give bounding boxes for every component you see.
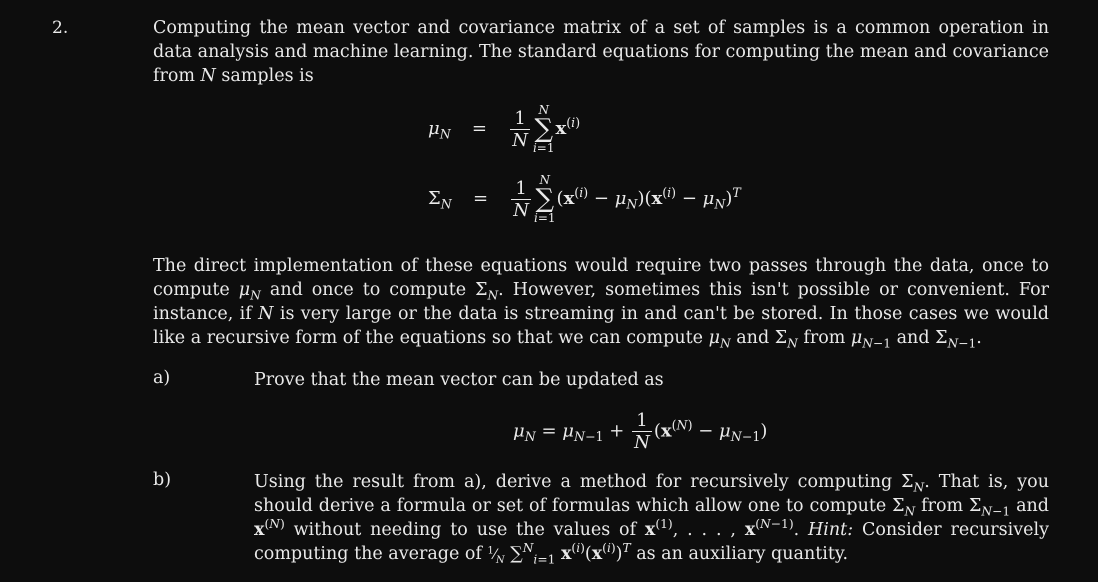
cov-fraction: $\frac{1}{N}$ [513, 177, 529, 221]
mean-summation: N ∑ i=1 [532, 103, 555, 155]
body-paragraph: The direct implementation of these equations would require two passes through the data, once to compute $\mu_N$ and once to compute $\Sigma_N$. However, sometimes this isn't possible or convenient. For instance, if N is very large or the data is streaming in and can't be stored. In those cases we would like a recursive form of the equations so that we can compute $\mu_N$ and $\Sigma_N$ from $\mu_{N-1}$ and $\Sigma_{N-1}$. [153, 256, 1050, 351]
problem-number: 2. [52, 18, 69, 38]
mean-update-equation: $\mu_N = \mu_{N-1}$ + $\frac{1}{N}$ $(x^{(N)} - \mu_{N-1})$ [513, 410, 768, 453]
mean-equation: $\mu_N$ = $\frac{1}{N}$ N ∑ i=1 $x^{(i)}$ [428, 103, 581, 155]
part-b-label: b) [153, 470, 172, 490]
cov-summation: N ∑ i=1 [533, 173, 556, 225]
intro-paragraph: Computing the mean vector and covariance matrix of a set of samples is a common operation in data analysis and machine learning. The standard equations for computing the mean and covariance from N samples is [153, 18, 1049, 86]
part-a-label: a) [153, 368, 171, 388]
part-a-text: Prove that the mean vector can be updated as [254, 370, 664, 390]
mean-fraction: $\frac{1}{N}$ [512, 107, 528, 151]
covariance-equation: $\Sigma_N$ = $\frac{1}{N}$ N ∑ i=1 $(x^{(i)} - \mu_N)(x^{(i)} - \mu_N)^T$ [428, 173, 741, 225]
part-b-text: Using the result from a), derive a method for recursively computing $\Sigma_N$. That is, you should derive a formula or set of formulas which allow one to compute $\Sigma_N$ from $\Sigma_{N-1}$ and $x^{(N)}$ without needing to use the values of $x^{(1)}$, . . . , $x^{(N-1)}$. Hint: Consider recursively computing the average of $^1⁄_N$ ∑$^N_{i=1}$ $x^{(i)}(x^{(i)})^T$ as an auxiliary quantity. [254, 472, 1049, 567]
